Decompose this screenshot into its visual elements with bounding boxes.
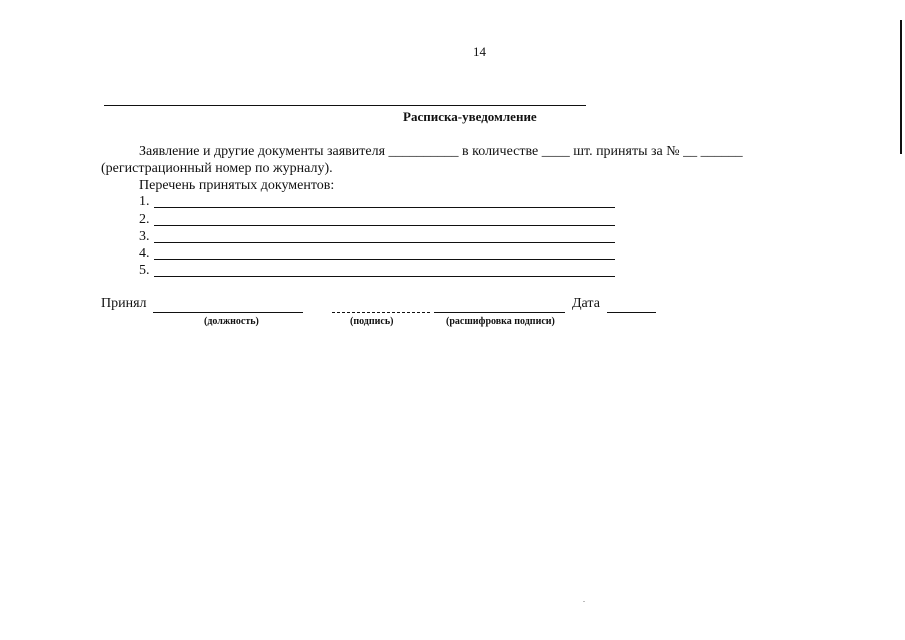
signature-caption: (подпись)	[350, 316, 394, 327]
edge-mark	[900, 20, 902, 154]
list-item-number: 4.	[139, 246, 150, 261]
position-blank-line	[153, 312, 303, 313]
list-item-number: 5.	[139, 263, 150, 278]
list-item	[139, 229, 615, 246]
signature-blank-line	[332, 312, 430, 313]
list-item-blank-line	[154, 259, 615, 260]
statement-line: Заявление и другие документы заявителя __________ в количестве ____ шт. приняты за № __ ______	[139, 144, 743, 159]
list-item-number: 2.	[139, 212, 150, 227]
scan-speck	[583, 601, 585, 602]
page-number: 14	[473, 44, 486, 59]
date-blank-line	[607, 312, 656, 313]
position-caption: (должность)	[204, 316, 259, 327]
signature-decode-blank-line	[434, 312, 565, 313]
list-item-blank-line	[154, 242, 615, 243]
accepted-by-label: Принял	[101, 296, 147, 311]
list-item-blank-line	[154, 207, 615, 208]
list-item	[139, 263, 615, 280]
list-item-blank-line	[154, 276, 615, 277]
list-item-blank-line	[154, 225, 615, 226]
top-divider-line	[104, 105, 586, 106]
list-item-number: 3.	[139, 229, 150, 244]
list-item	[139, 246, 615, 263]
list-item	[139, 194, 615, 211]
list-item	[139, 212, 615, 229]
documents-list-heading: Перечень принятых документов:	[139, 178, 335, 193]
signature-decode-caption: (расшифровка подписи)	[446, 316, 555, 327]
date-label: Дата	[572, 296, 600, 311]
document-title: Расписка-уведомление	[403, 109, 537, 124]
list-item-number: 1.	[139, 194, 150, 209]
registration-note: (регистрационный номер по журналу).	[101, 161, 333, 176]
